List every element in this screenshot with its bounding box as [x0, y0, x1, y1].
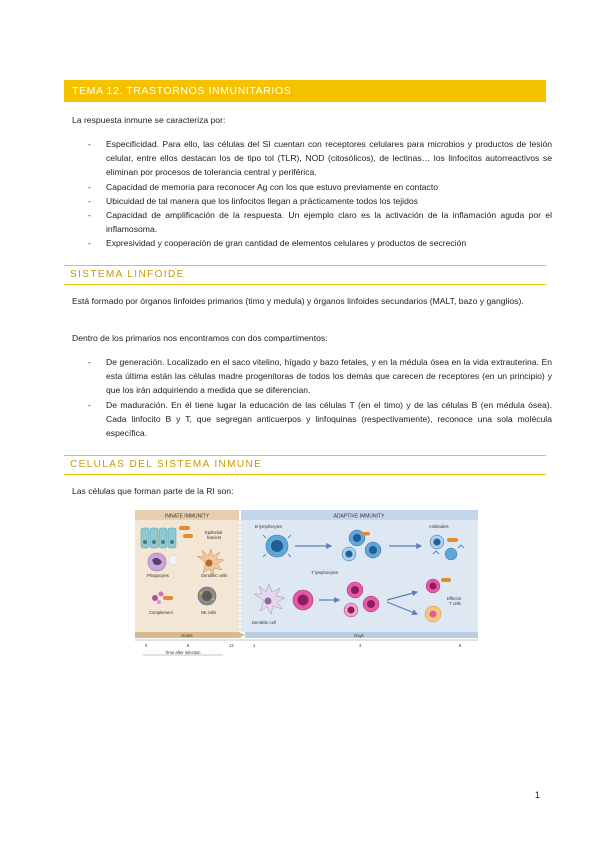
bullet-dash: -	[88, 196, 91, 206]
bullet-dash: -	[88, 182, 91, 192]
section-divider	[64, 474, 546, 475]
hours-label: Hours	[181, 633, 193, 638]
label-effector: Effector	[447, 596, 462, 601]
innate-title: INNATE IMMUNITY	[164, 513, 210, 520]
paragraph: Las células que forman parte de la RI son:	[72, 486, 234, 496]
label-barriers: barriers	[207, 535, 222, 540]
label-nk-cells: NK cells	[201, 610, 217, 615]
bullet-dash: -	[88, 238, 91, 248]
label-dendritic-cell: Dendritic cell	[252, 620, 276, 625]
label-b-lymphocytes: B lymphocytes	[255, 524, 283, 529]
time-after-infection-label: Time after infection	[165, 650, 201, 655]
tick-hour-12: 12	[229, 643, 234, 648]
adaptive-title: ADAPTIVE IMMUNITY	[333, 513, 385, 520]
nk-cell-icon	[198, 587, 216, 605]
label-antibodies: Antibodies	[429, 524, 449, 529]
label-epithelial: Epithelial	[205, 530, 222, 535]
bullet-dash: -	[88, 400, 91, 410]
label-t-lymphocytes: T lymphocytes	[311, 570, 338, 575]
list-item-text: Especificidad. Para ello, las células del SI cuentan con receptores celulares para microbios y productos de lesión celular, entre ellos destacan los de tipo tol (TLR), NOD (citosólicos), de lectinas… los linfocitos autorreactivos se eliminan por procesos de tolerancia central y periférica.	[106, 139, 552, 177]
section-title: SISTEMA LINFOIDE	[70, 269, 185, 280]
bullet-dash: -	[88, 210, 91, 220]
list-item-text: Capacidad de amplificación de la respuesta. Un ejemplo claro es la activación de la inflamación aguda por el inflamosoma.	[106, 210, 552, 234]
section-divider	[64, 455, 546, 456]
intro-paragraph: La respuesta inmune se caracteriza por:	[72, 115, 226, 125]
label-phagocytes: Phagocytes	[147, 573, 169, 578]
list-item-text: Ubicuidad de tal manera que los linfocitos llegan a prácticamente todos los tejidos	[106, 196, 418, 206]
label-t-cells: T cells	[449, 601, 462, 606]
page-number: 1	[535, 790, 541, 800]
section-divider	[64, 284, 546, 285]
bullet-dash: -	[88, 357, 91, 367]
tick-hour-6: 6	[187, 643, 190, 648]
list-item-text: Expresividad y cooperación de gran cantidad de elementos celulares y productos de secreción	[106, 238, 467, 248]
tick-day-1: 1	[253, 643, 256, 648]
section-title: CELULAS DEL SISTEMA INMUNE	[70, 459, 263, 470]
section-divider	[64, 265, 546, 266]
label-complement: Complement	[149, 610, 173, 615]
paragraph: Está formado por órganos linfoides primarios (timo y medula) y órganos linfoides secundarios (MALT, bazo y ganglios).	[72, 296, 524, 306]
tick-day-3: 3	[359, 643, 362, 648]
days-label: Days	[354, 633, 364, 638]
chapter-title-banner: TEMA 12. TRASTORNOS INMUNITARIOS	[64, 80, 546, 102]
list-item-text: Capacidad de memoria para reconocer Ag con los que estuvo previamente en contacto	[106, 182, 439, 192]
list-item-text: De maduración. En él tiene lugar la educación de las células T (en el timo) y de las células B (en médula ósea). Cada linfocito B y T, que segregan anticuerpos y linfoquinas (respectivamente), reconoce una sola molécula específica.	[106, 400, 552, 438]
label-dendritic-cells: Dendritic cells	[201, 573, 228, 578]
t-lymphocyte-icon	[293, 590, 313, 610]
paragraph: Dentro de los primarios nos encontramos con dos compartimentos:	[72, 333, 328, 343]
bullet-dash: -	[88, 139, 91, 149]
immunity-figure	[135, 510, 478, 660]
tick-hour-0: 0	[145, 643, 148, 648]
list-item-text: De generación. Localizado en el saco vitelino, hígado y bazo fetales, y en la médula ósea en la vida extrauterina. En esta última están las células madre progenitoras de todos los demás que carecen de receptores (en un principio) y que los irán adquiriendo a medida que se diferencian.	[106, 357, 552, 395]
tick-day-5: 5	[459, 643, 462, 648]
